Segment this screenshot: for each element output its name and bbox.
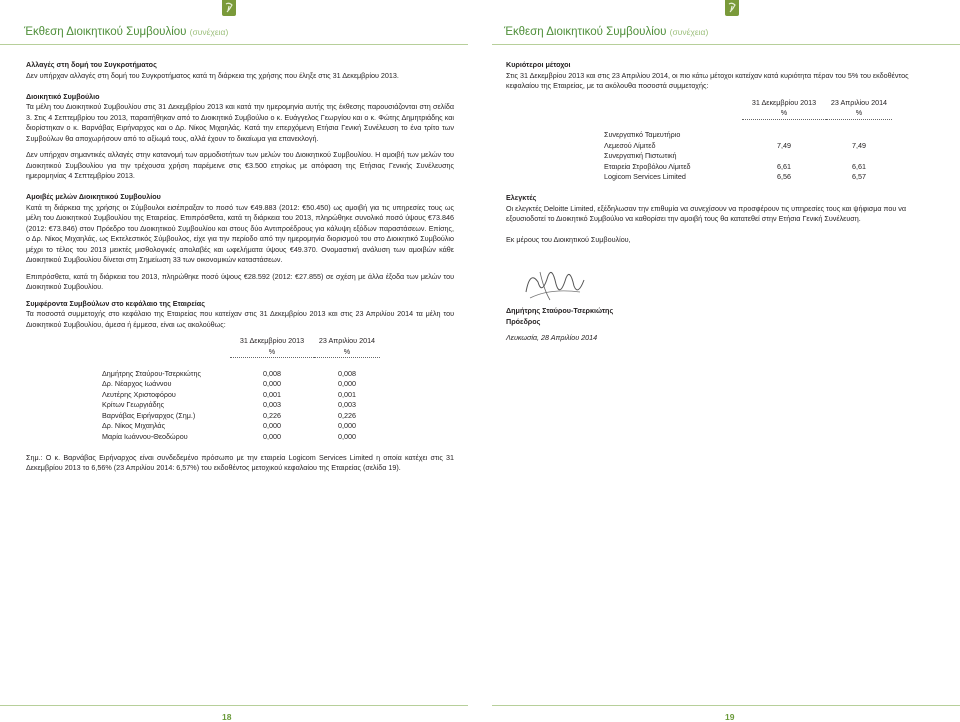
column-header: 31 Δεκεμβρίου 2013 xyxy=(751,97,817,107)
row-label: Λεμεσού Λίμιτεδ xyxy=(604,140,656,150)
table-row xyxy=(102,379,380,390)
page-right xyxy=(480,0,960,722)
unit-label: % xyxy=(742,108,826,119)
shareholders-table xyxy=(604,98,892,183)
left-content xyxy=(26,60,454,474)
cell-value: 0,003 xyxy=(338,400,356,409)
paragraph: Δεν υπήρχαν αλλαγές στη δομή του Συγκροτήματος κατά τη διάρκεια της χρήσης που έληξε στις 31 Δεκεμβρίου 2013. xyxy=(26,70,399,80)
paragraph: Τα μέλη του Διοικητικού Συμβουλίου στις 31 Δεκεμβρίου 2013 και κατά την ημερομηνία αυτής της έκθεσης παρουσιάζονται στη σελίδα 3. Στις 4 Σεπτεμβρίου του 2013, παραιτήθηκαν από το Διοικητικό Συμβούλιο ο κ. Ευάγγελος Γεωργίου και ο κ. Φώτης Δημητριάδης και διορίστηκαν ο κ. Βαρνάβας Ειρήναρχος και ο Δρ. Νίκος Μιχαηλάς. Κατά την επερχόμενη Ετήσια Γενική Συνέλευση το ένα τρίτο των Συμβούλων θα αποχωρήσουν από το αξίωμά τους, αλλά έχουν το δικαίωμα για επανεκλογή. xyxy=(26,102,454,143)
row-label: Συνεργατικό Ταμευτήριο xyxy=(604,130,681,139)
page-number: 19 xyxy=(725,712,735,722)
cell-value: 0,001 xyxy=(263,389,281,399)
row-label: Συνεργατική Πιστωτική xyxy=(604,151,677,160)
cell-value: 0,000 xyxy=(263,379,281,388)
paragraph: Οι ελεγκτές Deloitte Limited, εξέδηλωσαν την επιθυμία να συνεχίσουν να προσφέρουν τις υπηρεσίες τους και ψήφισμα που να εξουσιοδοτεί το Διοικητικό Συμβούλιο να καθορίσει την αμοιβή τους θα κατατεθεί στην Ετήσια Γενική Συνέλευση. xyxy=(506,203,907,223)
paragraph: Κατά τη διάρκεια της χρήσης οι Σύμβουλοι εισέπραξαν το ποσό των €49.883 (2012: €50.450) ως αμοιβή για τις υπηρεσίες τους ως μέλη του Διοικητικού Συμβουλίου της Εταιρείας. Επιπρόσθετα, κατά τη διάρκεια του 2013, πληρώθηκε συνολικό ποσό ύψους €73.846 (2012: €73.846) στον Πρόεδρο του Διοικητικού Συμβουλίου και στους δύο Αντιπροέδρους για κάλυψη εξόδων παραστάσεων. Επίσης, ο Δρ. Νίκος Μιχαηλάς, ως Εκτελεστικός Σύμβουλος, είχε για την περίοδο από την ημερομηνία διορισμού του στο Διοικητικό Συμβούλιο μέχρι το τέλος του 2013 μεικτές μισθολογικές απολαβές και ωφελήματα ύψους €49.370. Ονομαστική ανάλυση των αμοιβών κάθε Διοικητικού Συμβουλίου δίνεται στη Σημείωση 33 των οικονομικών καταστάσεων. xyxy=(26,202,454,264)
cell-value: 0,226 xyxy=(338,410,356,420)
row-label: Εταιρεία Στροβόλου Λίμιτεδ xyxy=(604,161,691,171)
right-content xyxy=(506,60,936,246)
section-title: Διοικητικό Συμβούλιο xyxy=(26,91,100,101)
paragraph: Επιπρόσθετα, κατά τη διάρκεια του 2013, πληρώθηκε ποσό ύψους €28.592 (2012: €27.855) σε σχέση με άλλα έξοδα των μελών του Διοικητικού Συμβουλίου. xyxy=(26,271,454,291)
table-row xyxy=(102,390,380,401)
paragraph: Δεν υπήρχαν σημαντικές αλλαγές στην κατανομή των αρμοδιοτήτων των μελών του Διοικητικού Συμβουλίου. Η αμοιβή των μελών του Διοικητικού Συμβουλίου για την τρέχουσα χρήση παρέμεινε στις €3.500 ετησίως με απόφαση της Ετήσιας Γενικής Συνέλευσης ημερομηνίας 4 Σεπτεμβρίου 2013. xyxy=(26,150,454,180)
cell-value: 0,001 xyxy=(338,389,356,399)
cell-value xyxy=(826,130,892,141)
table-row xyxy=(102,400,380,411)
signatory-role: Πρόεδρος xyxy=(506,316,541,326)
cell-value xyxy=(742,151,826,162)
cell-value: 0,008 xyxy=(263,368,281,378)
table-row xyxy=(604,130,892,141)
cell-value: 6,61 xyxy=(777,161,791,171)
section-title: Αμοιβές μελών Διοικητικού Συμβουλίου xyxy=(26,192,161,201)
cell-value: 0,000 xyxy=(338,421,356,430)
row-label: Λευτέρης Χριστοφόρου xyxy=(102,389,176,399)
header-subtitle: (συνέχεια) xyxy=(189,27,229,37)
row-label: Μαρία Ιωάννου-Θεοδώρου xyxy=(102,431,188,441)
paragraph: Στις 31 Δεκεμβρίου 2013 και στις 23 Απριλίου 2014, οι πιο κάτω μέτοχοι κατείχαν κατά κυριότητα πέραν του 5% του εκδοθέντος κεφαλαίου της Εταιρείας, με τα ακόλουθα ποσοστά συμμετοχής: xyxy=(506,70,909,90)
cell-value: 6,56 xyxy=(777,172,791,181)
header-rule xyxy=(0,44,468,45)
signature-block xyxy=(506,306,806,344)
footer-rule xyxy=(0,705,468,706)
section-title: Κυριότεροι μέτοχοι xyxy=(506,60,571,69)
paragraph: Τα ποσοστά συμμετοχής στο κεφάλαιο της Εταιρείας που κατείχαν στις 31 Δεκεμβρίου 2013 και στις 23 Απριλίου 2014 τα μέλη του Διοικητικού Συμβουλίου, άμεσα ή έμμεσα, είναι ως ακολούθως: xyxy=(26,309,454,329)
directors-holdings-table xyxy=(102,336,380,442)
cell-value: 0,000 xyxy=(338,379,356,388)
unit-label: % xyxy=(314,347,380,358)
row-label: Δημήτρης Σταύρου-Τσερκιώτης xyxy=(102,368,201,378)
header-title: Έκθεση Διοικητικού Συμβουλίου (συνέχεια) xyxy=(504,26,709,38)
cell-value: 0,226 xyxy=(263,410,281,420)
cell-value: 6,57 xyxy=(852,172,866,181)
header-tab-icon xyxy=(222,0,236,16)
table-row xyxy=(604,162,892,173)
cell-value xyxy=(742,130,826,141)
table-row xyxy=(102,411,380,422)
cell-value: 0,000 xyxy=(338,431,356,441)
cell-value: 0,000 xyxy=(263,421,281,430)
row-label: Κρίτων Γεωργιάδης xyxy=(102,400,165,409)
row-label: Δρ. Νέαρχος Ιωάννου xyxy=(102,379,172,388)
column-header: 23 Απριλίου 2014 xyxy=(830,97,888,107)
unit-label: % xyxy=(230,347,314,358)
on-behalf-line: Εκ μέρους του Διοικητικού Συμβουλίου, xyxy=(506,235,631,244)
page-number: 18 xyxy=(222,712,232,722)
row-label: Δρ. Νίκος Μιχαηλάς xyxy=(102,421,166,430)
cell-value: 7,49 xyxy=(852,140,866,150)
column-header: 31 Δεκεμβρίου 2013 xyxy=(239,336,305,345)
header-rule xyxy=(492,44,960,45)
header-tab-icon xyxy=(725,0,739,16)
unit-label: % xyxy=(826,108,892,119)
table-row xyxy=(102,421,380,432)
cell-value: 0,003 xyxy=(263,400,281,409)
cell-value: 7,49 xyxy=(777,140,791,150)
column-header: 23 Απριλίου 2014 xyxy=(318,336,376,345)
footer-rule xyxy=(492,705,960,706)
cell-value: 0,000 xyxy=(263,431,281,441)
cell-value xyxy=(826,151,892,162)
cell-value: 6,61 xyxy=(852,161,866,171)
place-date: Λευκωσία, 28 Απριλίου 2014 xyxy=(506,333,598,342)
table-row xyxy=(102,432,380,443)
cell-value: 0,008 xyxy=(338,368,356,378)
header-title: Έκθεση Διοικητικού Συμβουλίου (συνέχεια) xyxy=(24,26,229,38)
row-label: Logicom Services Limited xyxy=(604,172,686,181)
section-title: Συμφέροντα Συμβούλων στο κεφάλαιο της Εταιρείας xyxy=(26,298,205,308)
table-row xyxy=(604,172,892,183)
footnote: Σημ.: Ο κ. Βαρνάβας Ειρήναρχος είναι συνδεδεμένο πρόσωπο με την εταιρεία Logicom Services Limited η οποία κατέχει στις 31 Δεκεμβρίου 2013 το 6,56% (23 Απριλίου 2014: 6,57%) του εκδοθέντος μετοχικού κεφαλαίου της Εταιρείας (σελίδα 19). xyxy=(26,452,454,472)
signatory-name: Δημήτρης Σταύρου-Τσερκιώτης xyxy=(506,306,614,315)
header-subtitle: (συνέχεια) xyxy=(669,27,709,37)
table-row xyxy=(604,141,892,152)
table-row xyxy=(604,151,892,162)
signature xyxy=(520,262,590,306)
section-title: Αλλαγές στη δομή του Συγκροτήματος xyxy=(26,60,157,69)
row-label: Βαρνάβας Ειρήναρχος (Σημ.) xyxy=(102,410,196,420)
section-title: Ελεγκτές xyxy=(506,193,537,202)
table-row xyxy=(102,369,380,380)
